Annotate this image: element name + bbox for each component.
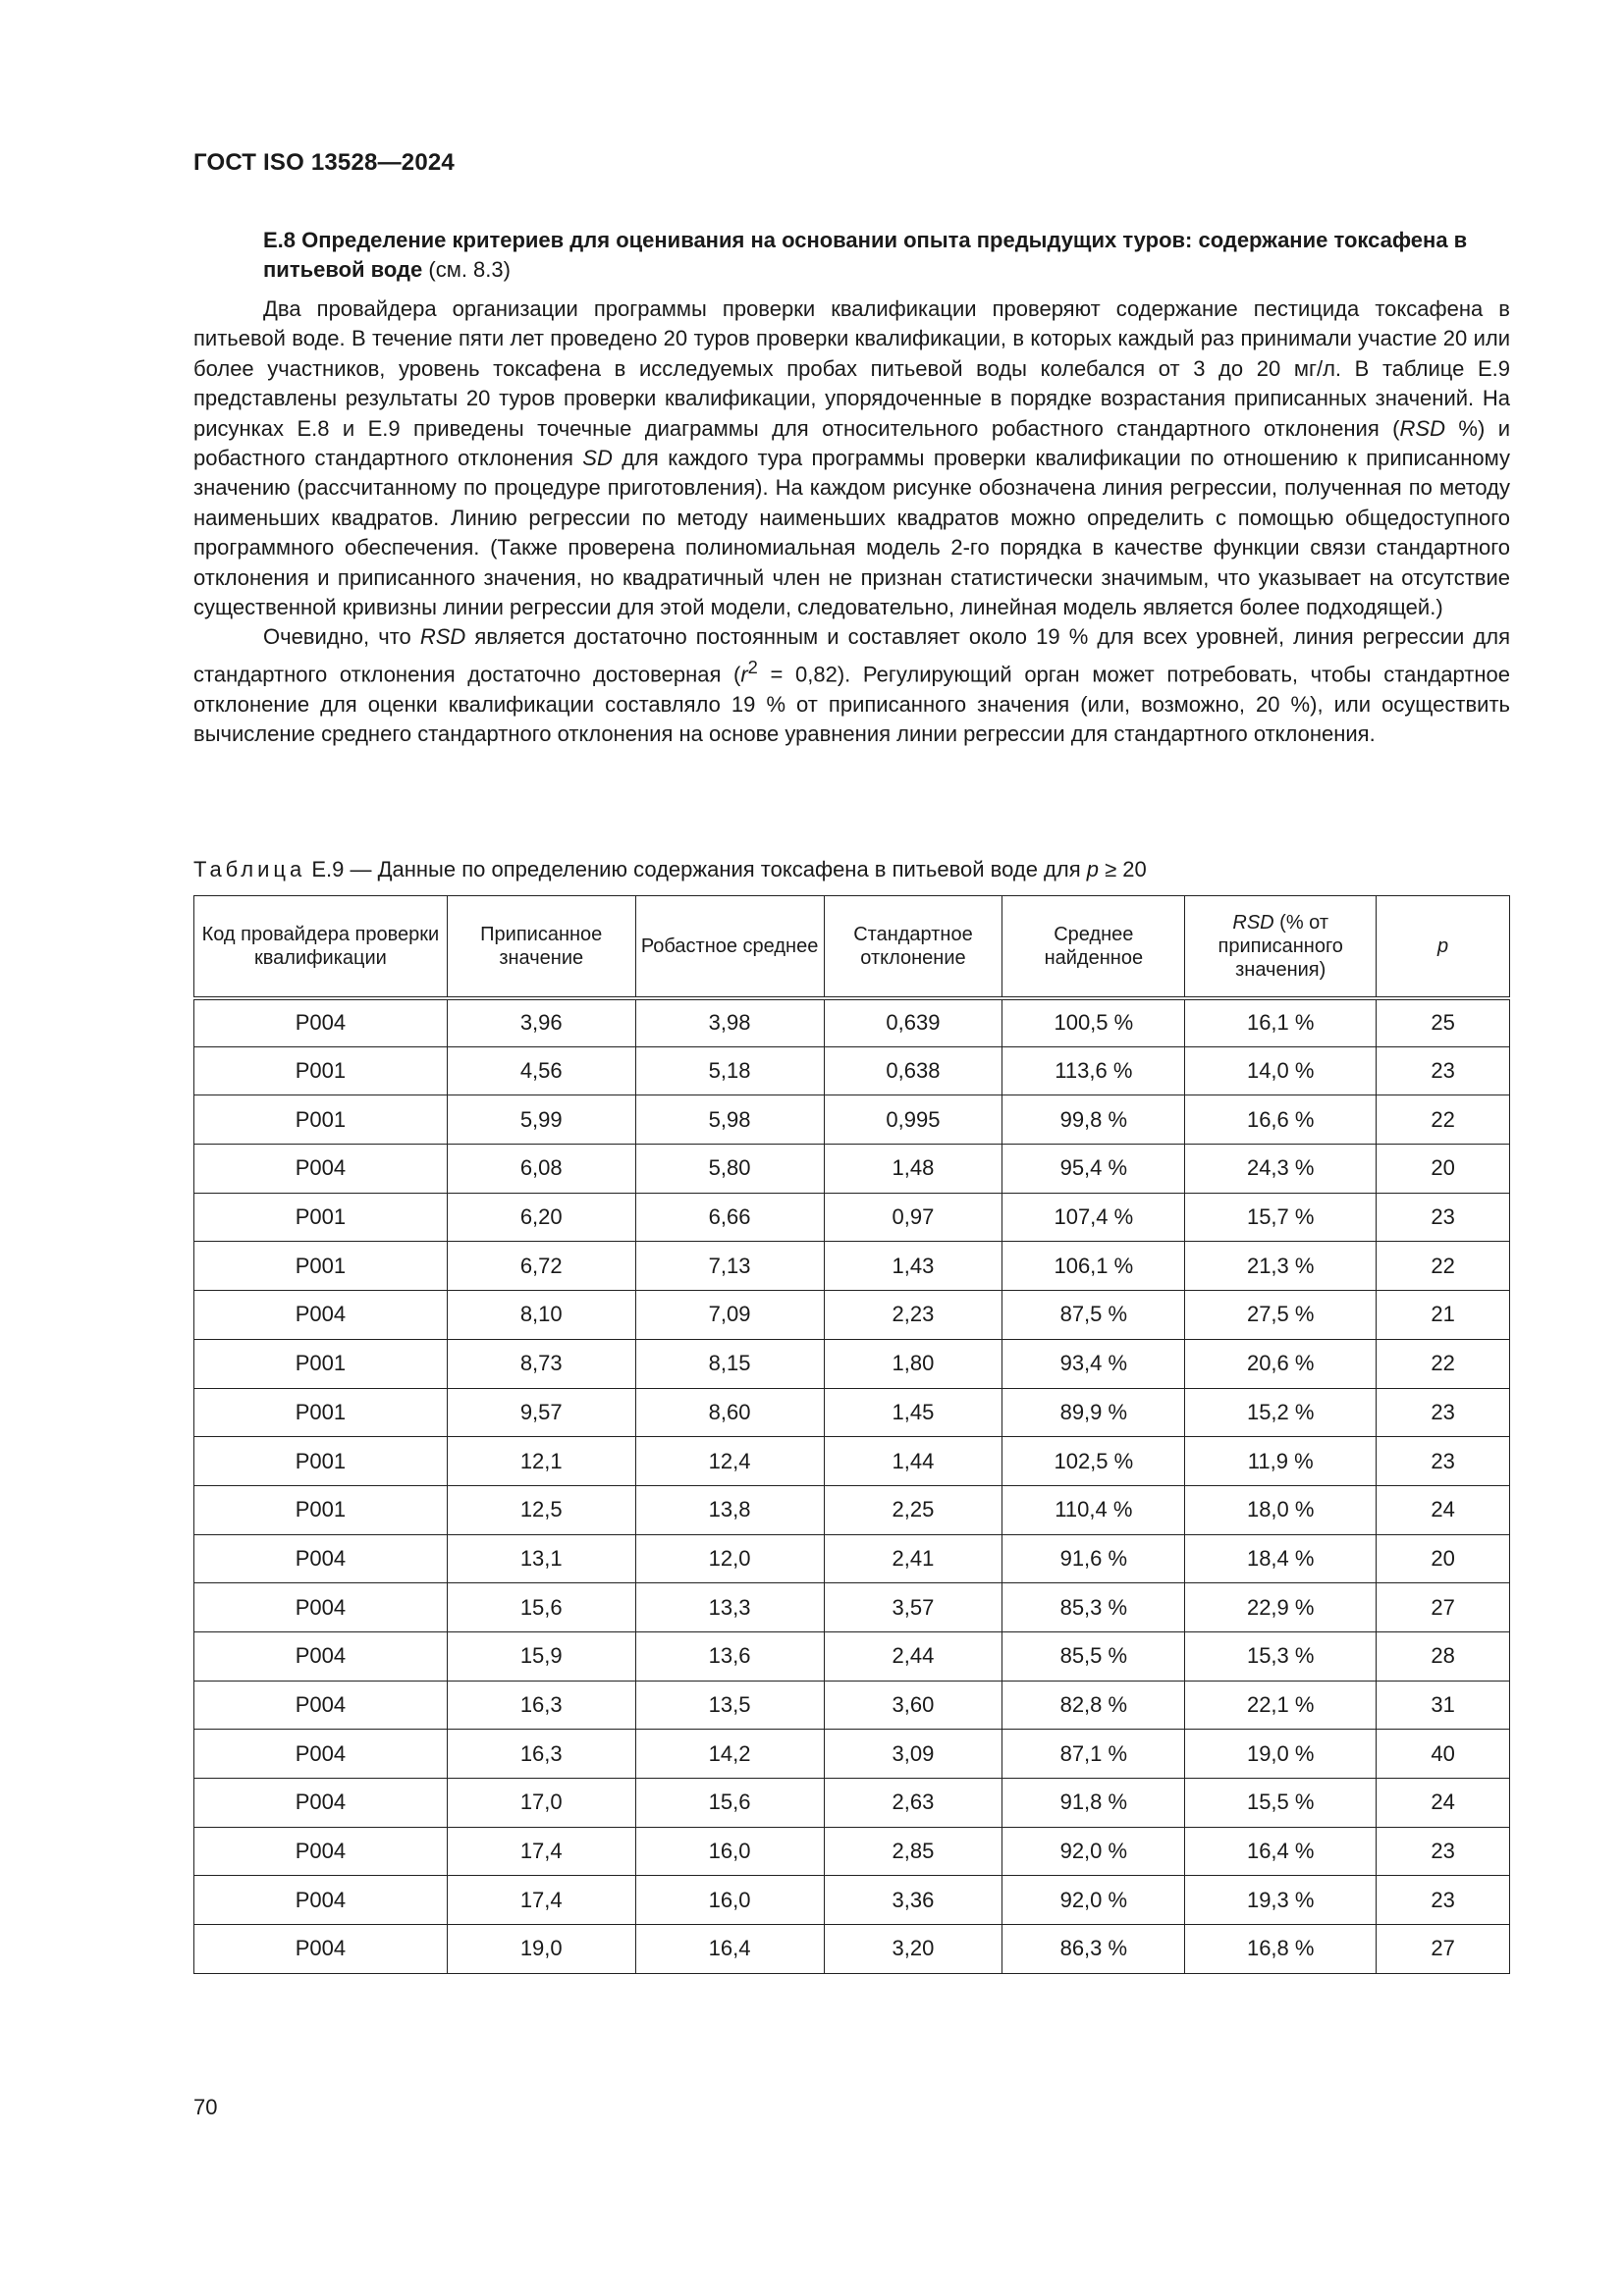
cell-mean-found: 93,4 % bbox=[1002, 1339, 1185, 1388]
cell-std-dev: 2,63 bbox=[824, 1779, 1002, 1828]
cell-p: 28 bbox=[1377, 1631, 1510, 1681]
cell-provider: P001 bbox=[194, 1193, 448, 1242]
cell-robust-mean: 8,60 bbox=[635, 1388, 824, 1437]
cell-std-dev: 1,45 bbox=[824, 1388, 1002, 1437]
cell-provider: P001 bbox=[194, 1046, 448, 1095]
col-header-mean-found: Среднее найденное bbox=[1002, 896, 1185, 998]
rsd-label: RSD bbox=[1232, 911, 1274, 934]
cell-mean-found: 92,0 % bbox=[1002, 1876, 1185, 1925]
cell-assigned: 3,96 bbox=[447, 998, 635, 1047]
cell-robust-mean: 7,13 bbox=[635, 1242, 824, 1291]
cell-std-dev: 0,97 bbox=[824, 1193, 1002, 1242]
cell-assigned: 4,56 bbox=[447, 1046, 635, 1095]
paragraph-text: %) и робастного стандартного отклонения bbox=[193, 415, 1510, 471]
table-row bbox=[194, 1631, 1510, 1681]
cell-provider: P004 bbox=[194, 1925, 448, 1974]
paragraph-text: является достаточно постоянным и составляет около 19 % для всех уровней, линия регрессии для стандартного отклонения достаточно достоверная ( bbox=[193, 624, 1510, 687]
cell-p: 40 bbox=[1377, 1730, 1510, 1779]
cell-provider: P004 bbox=[194, 1631, 448, 1681]
cell-assigned: 17,4 bbox=[447, 1827, 635, 1876]
cell-provider: P001 bbox=[194, 1388, 448, 1437]
cell-provider: P001 bbox=[194, 1095, 448, 1145]
cell-std-dev: 2,41 bbox=[824, 1534, 1002, 1583]
cell-robust-mean: 8,15 bbox=[635, 1339, 824, 1388]
col-header-provider: Код провайдера проверки квалификации bbox=[194, 896, 448, 998]
cell-mean-found: 85,3 % bbox=[1002, 1583, 1185, 1632]
cell-mean-found: 85,5 % bbox=[1002, 1631, 1185, 1681]
cell-robust-mean: 5,98 bbox=[635, 1095, 824, 1145]
cell-p: 20 bbox=[1377, 1145, 1510, 1194]
paragraph-intro bbox=[193, 294, 1510, 622]
cell-rsd: 15,5 % bbox=[1185, 1779, 1377, 1828]
cell-mean-found: 91,8 % bbox=[1002, 1779, 1185, 1828]
table-row bbox=[194, 1827, 1510, 1876]
table-row bbox=[194, 1291, 1510, 1340]
paragraph-text: Два провайдера организации программы проверки квалификации проверяют содержание пестицида токсафена в питьевой воде. В течение пяти лет проведено 20 туров проверки квалификации, в которых каждый раз принимали участие 20 или более участников, уровень токсафена в исследуемых пробах питьевой воды колебался от 3 до 20 мг/л. В таблице Е.9 представлены результаты 20 туров проверки квалификации, упорядоченные в порядке возрастания приписанных значений. На рисунках Е.8 и Е.9 приведены точечные диаграммы для относительного робастного стандартного отклонения ( bbox=[193, 296, 1510, 441]
cell-rsd: 16,8 % bbox=[1185, 1925, 1377, 1974]
cell-robust-mean: 13,3 bbox=[635, 1583, 824, 1632]
cell-assigned: 6,72 bbox=[447, 1242, 635, 1291]
sd-term: SD bbox=[582, 446, 613, 471]
cell-provider: P004 bbox=[194, 1876, 448, 1925]
cell-p: 23 bbox=[1377, 1437, 1510, 1486]
cell-assigned: 12,5 bbox=[447, 1485, 635, 1534]
cell-mean-found: 89,9 % bbox=[1002, 1388, 1185, 1437]
cell-provider: P004 bbox=[194, 1681, 448, 1730]
cell-p: 27 bbox=[1377, 1925, 1510, 1974]
cell-std-dev: 1,43 bbox=[824, 1242, 1002, 1291]
table-row bbox=[194, 1437, 1510, 1486]
cell-robust-mean: 5,80 bbox=[635, 1145, 824, 1194]
table-row bbox=[194, 1388, 1510, 1437]
table-row bbox=[194, 1145, 1510, 1194]
section-heading-title: Е.8 Определение критериев для оценивания на основании опыта предыдущих туров: содержание токсафена в питьевой воде bbox=[263, 228, 1468, 282]
cell-p: 24 bbox=[1377, 1485, 1510, 1534]
section-heading bbox=[263, 226, 1510, 285]
cell-assigned: 5,99 bbox=[447, 1095, 635, 1145]
col-header-std-dev: Стандартное отклонение bbox=[824, 896, 1002, 998]
cell-provider: P004 bbox=[194, 1583, 448, 1632]
cell-mean-found: 100,5 % bbox=[1002, 998, 1185, 1047]
cell-assigned: 9,57 bbox=[447, 1388, 635, 1437]
cell-robust-mean: 12,0 bbox=[635, 1534, 824, 1583]
table-row bbox=[194, 1534, 1510, 1583]
cell-robust-mean: 7,09 bbox=[635, 1291, 824, 1340]
table-caption bbox=[193, 855, 1147, 884]
cell-provider: P004 bbox=[194, 998, 448, 1047]
cell-provider: P004 bbox=[194, 1145, 448, 1194]
paragraph-text: = 0,82). Регулирующий орган может потребовать, чтобы стандартное отклонение для оценки квалификации составляло 19 % от приписанного значения (или, возможно, 20 %), или осуществить вычисление среднего стандартного отклонения на основе уравнения линии регрессии для стандартного отклонения. bbox=[193, 662, 1510, 747]
table-row bbox=[194, 1339, 1510, 1388]
cell-p: 23 bbox=[1377, 1876, 1510, 1925]
cell-p: 25 bbox=[1377, 998, 1510, 1047]
cell-provider: P004 bbox=[194, 1730, 448, 1779]
cell-assigned: 16,3 bbox=[447, 1730, 635, 1779]
cell-mean-found: 87,1 % bbox=[1002, 1730, 1185, 1779]
p-label: p bbox=[1437, 934, 1449, 957]
cell-rsd: 18,4 % bbox=[1185, 1534, 1377, 1583]
cell-std-dev: 1,80 bbox=[824, 1339, 1002, 1388]
cell-mean-found: 91,6 % bbox=[1002, 1534, 1185, 1583]
cell-mean-found: 113,6 % bbox=[1002, 1046, 1185, 1095]
table-row bbox=[194, 1046, 1510, 1095]
cell-robust-mean: 13,8 bbox=[635, 1485, 824, 1534]
cell-rsd: 18,0 % bbox=[1185, 1485, 1377, 1534]
table-row bbox=[194, 1876, 1510, 1925]
cell-std-dev: 3,57 bbox=[824, 1583, 1002, 1632]
table-row bbox=[194, 1242, 1510, 1291]
cell-rsd: 11,9 % bbox=[1185, 1437, 1377, 1486]
cell-rsd: 15,7 % bbox=[1185, 1193, 1377, 1242]
cell-assigned: 15,9 bbox=[447, 1631, 635, 1681]
cell-p: 21 bbox=[1377, 1291, 1510, 1340]
cell-robust-mean: 12,4 bbox=[635, 1437, 824, 1486]
cell-robust-mean: 6,66 bbox=[635, 1193, 824, 1242]
cell-rsd: 16,4 % bbox=[1185, 1827, 1377, 1876]
cell-provider: P004 bbox=[194, 1779, 448, 1828]
cell-p: 27 bbox=[1377, 1583, 1510, 1632]
cell-std-dev: 2,23 bbox=[824, 1291, 1002, 1340]
col-header-robust-mean: Робастное среднее bbox=[635, 896, 824, 998]
col-header-rsd bbox=[1185, 896, 1377, 998]
cell-std-dev: 1,44 bbox=[824, 1437, 1002, 1486]
section-heading-reference: (см. 8.3) bbox=[422, 257, 511, 282]
cell-rsd: 22,1 % bbox=[1185, 1681, 1377, 1730]
cell-provider: P001 bbox=[194, 1437, 448, 1486]
cell-std-dev: 3,36 bbox=[824, 1876, 1002, 1925]
table-caption-word: Таблица bbox=[193, 857, 306, 881]
cell-robust-mean: 3,98 bbox=[635, 998, 824, 1047]
cell-robust-mean: 5,18 bbox=[635, 1046, 824, 1095]
cell-rsd: 19,3 % bbox=[1185, 1876, 1377, 1925]
cell-assigned: 6,08 bbox=[447, 1145, 635, 1194]
cell-p: 24 bbox=[1377, 1779, 1510, 1828]
cell-assigned: 17,0 bbox=[447, 1779, 635, 1828]
cell-mean-found: 86,3 % bbox=[1002, 1925, 1185, 1974]
cell-provider: P001 bbox=[194, 1242, 448, 1291]
cell-mean-found: 110,4 % bbox=[1002, 1485, 1185, 1534]
cell-robust-mean: 15,6 bbox=[635, 1779, 824, 1828]
cell-provider: P001 bbox=[194, 1339, 448, 1388]
cell-p: 23 bbox=[1377, 1388, 1510, 1437]
cell-std-dev: 0,639 bbox=[824, 998, 1002, 1047]
paragraph-conclusion bbox=[193, 622, 1510, 749]
rsd-term: RSD bbox=[419, 624, 466, 650]
table-row bbox=[194, 1485, 1510, 1534]
table-header-row bbox=[194, 896, 1510, 998]
cell-robust-mean: 13,5 bbox=[635, 1681, 824, 1730]
cell-std-dev: 2,25 bbox=[824, 1485, 1002, 1534]
cell-rsd: 20,6 % bbox=[1185, 1339, 1377, 1388]
table-row bbox=[194, 1681, 1510, 1730]
cell-assigned: 8,10 bbox=[447, 1291, 635, 1340]
cell-mean-found: 92,0 % bbox=[1002, 1827, 1185, 1876]
cell-assigned: 6,20 bbox=[447, 1193, 635, 1242]
cell-p: 22 bbox=[1377, 1242, 1510, 1291]
cell-std-dev: 2,85 bbox=[824, 1827, 1002, 1876]
cell-mean-found: 95,4 % bbox=[1002, 1145, 1185, 1194]
col-header-assigned: Приписанное значение bbox=[447, 896, 635, 998]
cell-mean-found: 87,5 % bbox=[1002, 1291, 1185, 1340]
cell-assigned: 16,3 bbox=[447, 1681, 635, 1730]
cell-rsd: 15,2 % bbox=[1185, 1388, 1377, 1437]
cell-rsd: 27,5 % bbox=[1185, 1291, 1377, 1340]
table-body bbox=[194, 998, 1510, 1974]
table-caption-condition: ≥ 20 bbox=[1099, 857, 1147, 881]
cell-robust-mean: 13,6 bbox=[635, 1631, 824, 1681]
cell-robust-mean: 16,0 bbox=[635, 1827, 824, 1876]
table-caption-p: p bbox=[1086, 857, 1099, 881]
cell-std-dev: 0,638 bbox=[824, 1046, 1002, 1095]
cell-std-dev: 3,20 bbox=[824, 1925, 1002, 1974]
cell-provider: P004 bbox=[194, 1534, 448, 1583]
cell-rsd: 24,3 % bbox=[1185, 1145, 1377, 1194]
r-squared-symbol: r bbox=[740, 662, 748, 687]
rsd-label-rest: (% от приписанного значения) bbox=[1218, 911, 1343, 981]
table-row bbox=[194, 998, 1510, 1047]
paragraph-text: для каждого тура программы проверки квалификации по отношению к приписанному значению (рассчитанному по процедуре приготовления). На каждом рисунке обозначена линия регрессии, полученная по методу наименьших квадратов. Линию регрессии по методу наименьших квадратов можно определить с помощью общедоступного программного обеспечения. (Также проверена полиномиальная модель 2-го порядка в качестве функции связи стандартного отклонения и приписанного значения, но квадратичный член не признан статистически значимым, что указывает на отсутствие существенной кривизны линии регрессии для этой модели, следовательно, линейная модель является более подходящей.) bbox=[193, 446, 1510, 620]
document-header: ГОСТ ISO 13528—2024 bbox=[193, 149, 455, 176]
cell-std-dev: 3,09 bbox=[824, 1730, 1002, 1779]
cell-assigned: 8,73 bbox=[447, 1339, 635, 1388]
paragraph-text: Очевидно, что bbox=[263, 624, 420, 650]
cell-mean-found: 102,5 % bbox=[1002, 1437, 1185, 1486]
cell-std-dev: 0,995 bbox=[824, 1095, 1002, 1145]
r-squared-exponent: 2 bbox=[747, 656, 758, 677]
cell-rsd: 21,3 % bbox=[1185, 1242, 1377, 1291]
table-row bbox=[194, 1779, 1510, 1828]
cell-rsd: 19,0 % bbox=[1185, 1730, 1377, 1779]
cell-p: 20 bbox=[1377, 1534, 1510, 1583]
cell-rsd: 14,0 % bbox=[1185, 1046, 1377, 1095]
table-row bbox=[194, 1925, 1510, 1974]
cell-rsd: 16,1 % bbox=[1185, 998, 1377, 1047]
cell-p: 23 bbox=[1377, 1827, 1510, 1876]
table-caption-text: Е.9 — Данные по определению содержания токсафена в питьевой воде для bbox=[305, 857, 1087, 881]
rsd-term: RSD bbox=[1399, 415, 1445, 441]
cell-mean-found: 106,1 % bbox=[1002, 1242, 1185, 1291]
cell-assigned: 17,4 bbox=[447, 1876, 635, 1925]
cell-p: 23 bbox=[1377, 1193, 1510, 1242]
cell-std-dev: 3,60 bbox=[824, 1681, 1002, 1730]
cell-robust-mean: 16,4 bbox=[635, 1925, 824, 1974]
cell-robust-mean: 14,2 bbox=[635, 1730, 824, 1779]
cell-robust-mean: 16,0 bbox=[635, 1876, 824, 1925]
cell-mean-found: 82,8 % bbox=[1002, 1681, 1185, 1730]
cell-p: 22 bbox=[1377, 1095, 1510, 1145]
cell-provider: P001 bbox=[194, 1485, 448, 1534]
cell-p: 22 bbox=[1377, 1339, 1510, 1388]
cell-mean-found: 99,8 % bbox=[1002, 1095, 1185, 1145]
cell-assigned: 15,6 bbox=[447, 1583, 635, 1632]
cell-assigned: 19,0 bbox=[447, 1925, 635, 1974]
cell-p: 31 bbox=[1377, 1681, 1510, 1730]
col-header-p bbox=[1377, 896, 1510, 998]
table-row bbox=[194, 1095, 1510, 1145]
cell-assigned: 12,1 bbox=[447, 1437, 635, 1486]
cell-p: 23 bbox=[1377, 1046, 1510, 1095]
cell-rsd: 22,9 % bbox=[1185, 1583, 1377, 1632]
cell-assigned: 13,1 bbox=[447, 1534, 635, 1583]
cell-provider: P004 bbox=[194, 1827, 448, 1876]
body-text bbox=[193, 294, 1510, 749]
cell-rsd: 15,3 % bbox=[1185, 1631, 1377, 1681]
table-row bbox=[194, 1730, 1510, 1779]
cell-provider: P004 bbox=[194, 1291, 448, 1340]
cell-std-dev: 2,44 bbox=[824, 1631, 1002, 1681]
toxaphene-data-table bbox=[193, 895, 1510, 1974]
cell-std-dev: 1,48 bbox=[824, 1145, 1002, 1194]
table-row bbox=[194, 1583, 1510, 1632]
cell-mean-found: 107,4 % bbox=[1002, 1193, 1185, 1242]
cell-rsd: 16,6 % bbox=[1185, 1095, 1377, 1145]
page-number: 70 bbox=[193, 2095, 218, 2119]
table-row bbox=[194, 1193, 1510, 1242]
